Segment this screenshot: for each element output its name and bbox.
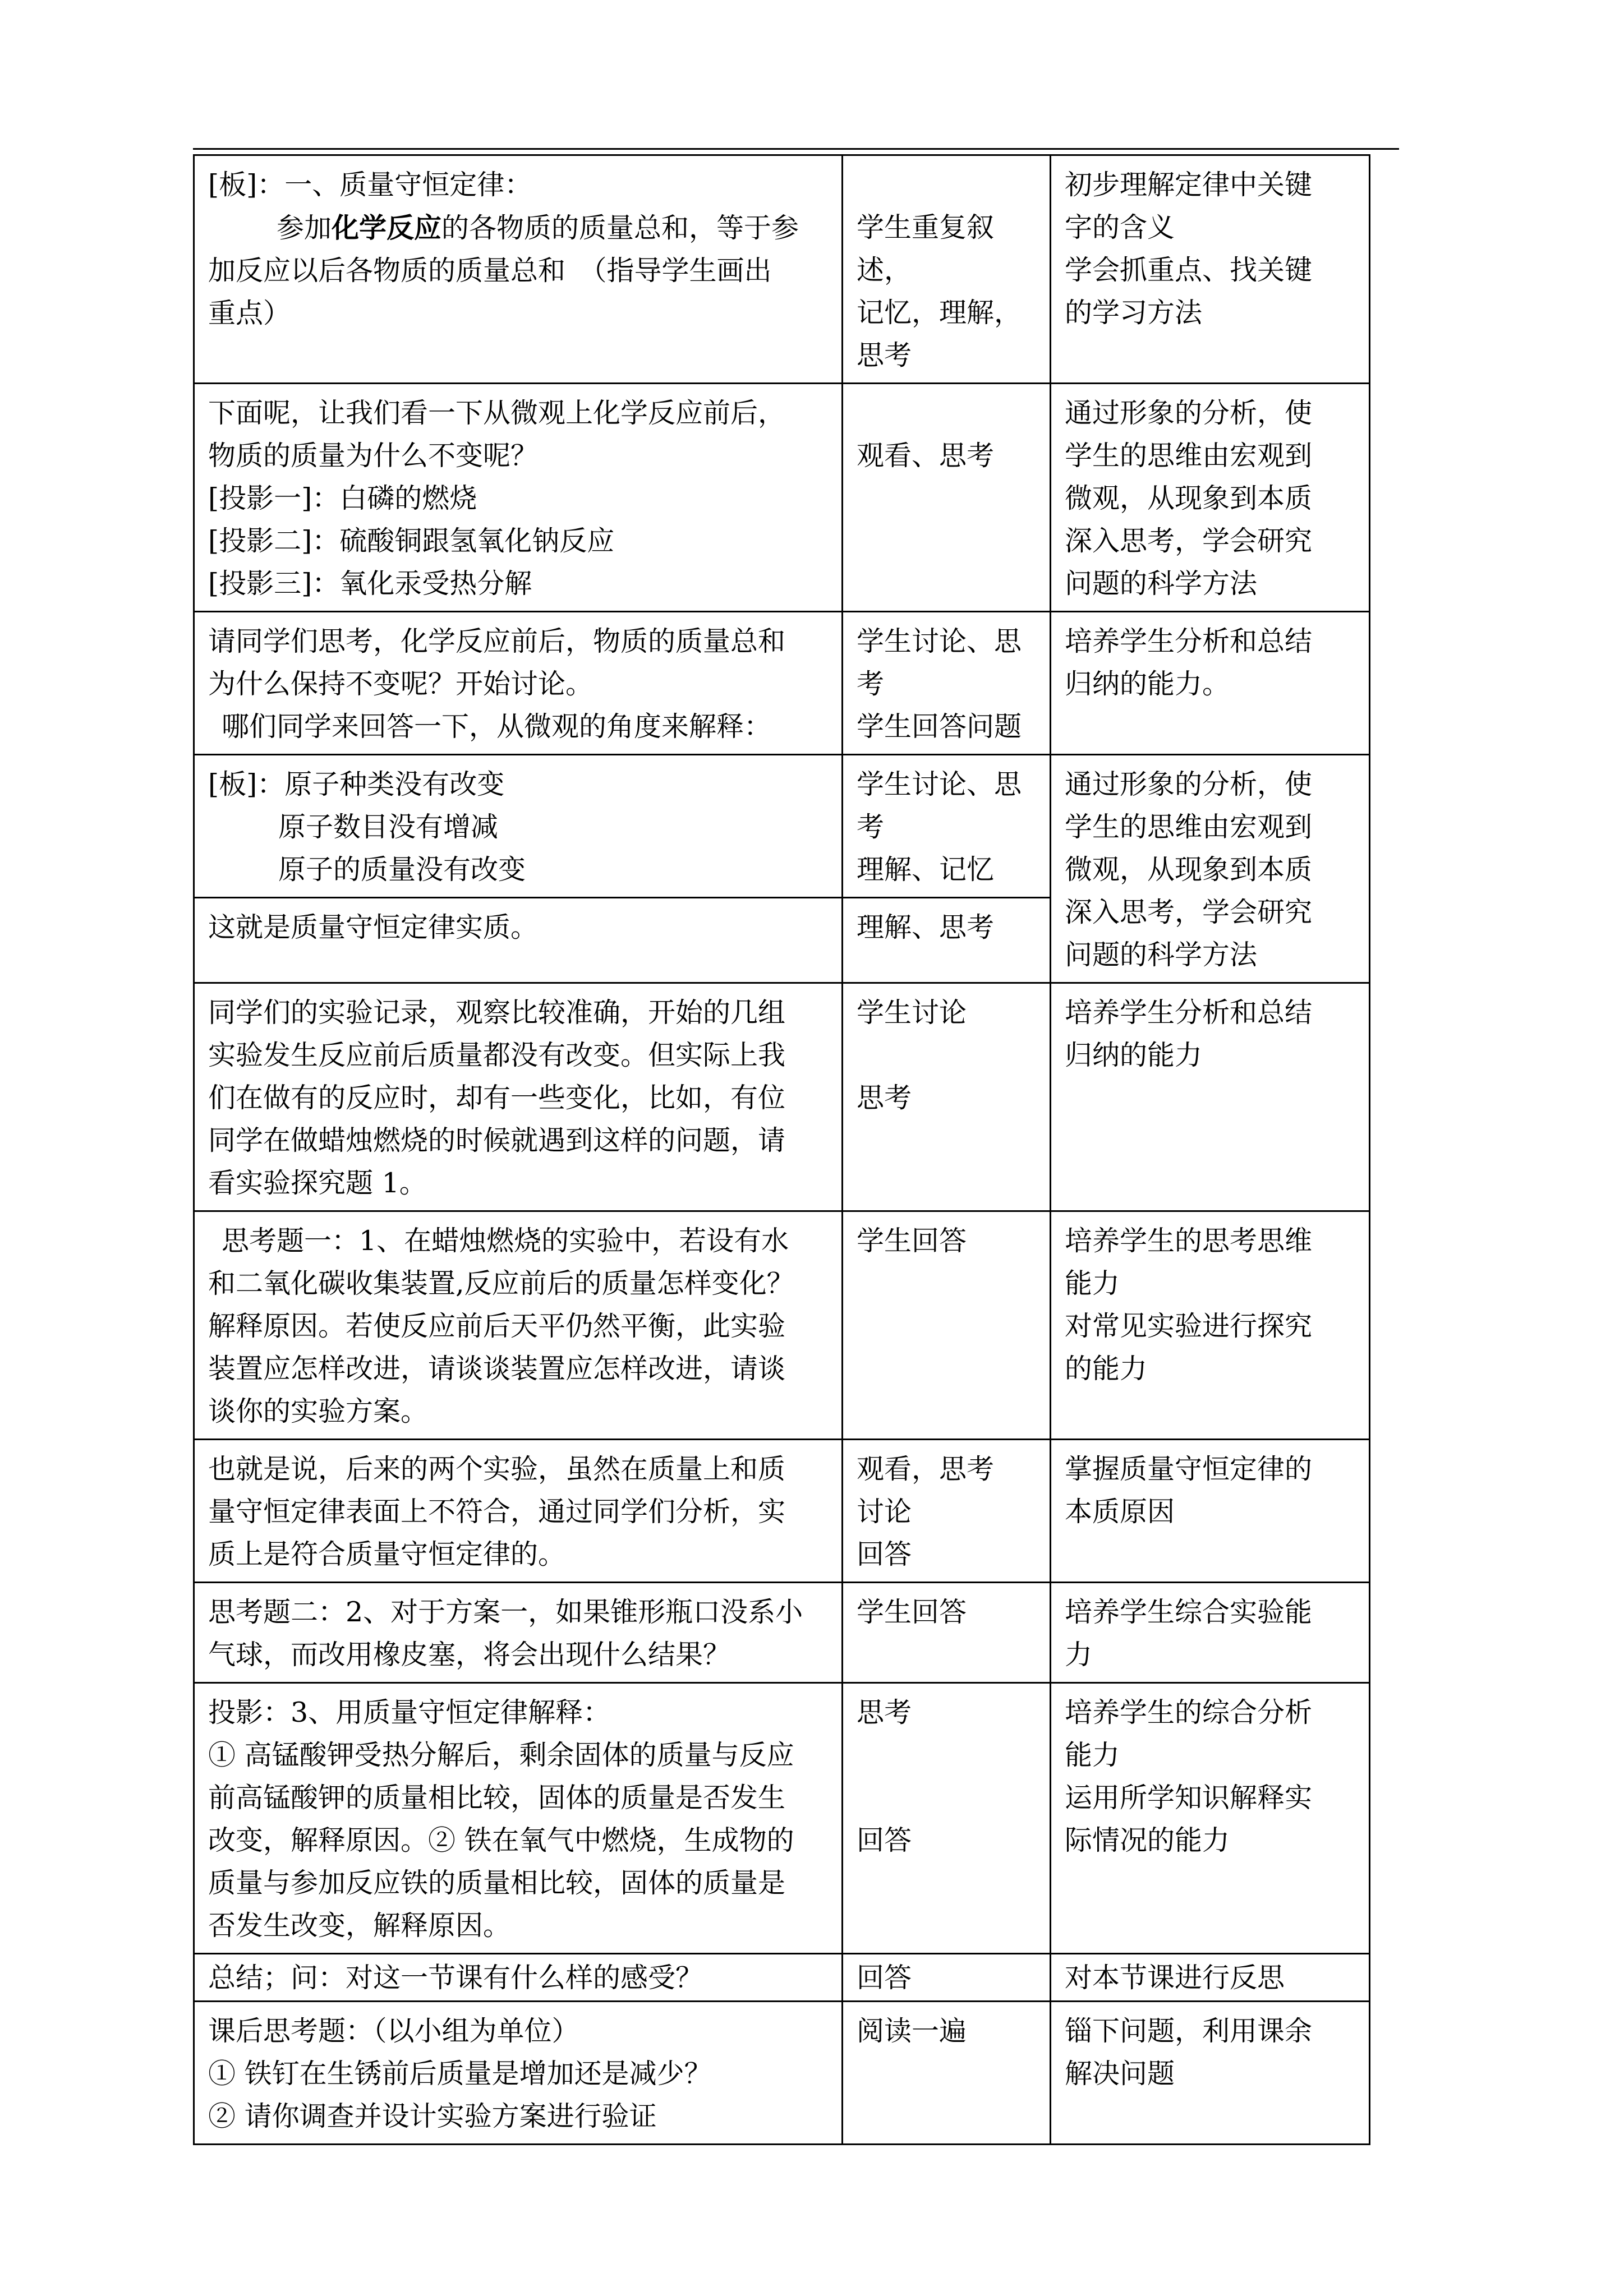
cell-line: 问题的科学方法 [1065, 568, 1258, 600]
cell-line: 量守恒定律表面上不符合，通过同学们分析，实 [208, 1496, 786, 1528]
cell-line: 的学习方法 [1065, 297, 1203, 329]
cell-line: 培养学生分析和总结 [1065, 997, 1313, 1029]
cell-line: 学生重复叙述， [857, 211, 995, 286]
teacher-activity-cell [194, 983, 843, 1211]
cell-line: 回答 [857, 1824, 912, 1856]
cell-line: 思考 [857, 1082, 912, 1114]
table-row [194, 155, 1370, 384]
cell-line: 观看，思考 [857, 1453, 995, 1485]
cell-line: 本质原因 [1065, 1496, 1175, 1528]
cell-line: 下面呢，让我们看一下从微观上化学反应前后， [208, 397, 786, 429]
design-purpose-cell [1051, 1954, 1370, 2002]
cell-line: 总结；问：对这一节课有什么样的感受？ [208, 1962, 703, 1994]
projection-item: [投影三]：氧化汞受热分解 [208, 568, 532, 600]
projection-item: [投影二]：硫酸铜跟氢氧化钠反应 [208, 525, 615, 557]
student-activity-cell [843, 2002, 1051, 2145]
design-purpose-cell [1051, 1211, 1370, 1440]
cell-line: 阅读一遍 [857, 2015, 967, 2047]
cell-line: 解决问题 [1065, 2058, 1175, 2090]
design-purpose-cell [1051, 2002, 1370, 2145]
student-activity-cell [843, 1440, 1051, 1583]
cell-line: 思考题一：1、在蜡烛燃烧的实验中，若设有水 [222, 1225, 789, 1257]
cell-line: 理解、记忆 [857, 854, 995, 886]
table-row [194, 755, 1370, 898]
teacher-activity-cell [194, 898, 843, 983]
cell-line: ② 请你调查并设计实验方案进行验证 [208, 2100, 657, 2132]
cell-line: 深入思考，学会研究 [1065, 525, 1313, 557]
cell-line: 为什么保持不变呢？开始讨论。 [208, 668, 594, 700]
student-activity-cell [843, 1583, 1051, 1683]
cell-line: 培养学生的思考思维 [1065, 1225, 1313, 1257]
projection-item: [投影一]：白磷的燃烧 [208, 482, 477, 514]
cell-line: 和二氧化碳收集装置,反应前后的质量怎样变化？ [208, 1267, 794, 1299]
cell-line: 思考 [857, 339, 912, 371]
cell-line: 回答 [857, 1538, 912, 1570]
cell-line: 质上是符合质量守恒定律的。 [208, 1538, 566, 1570]
design-purpose-cell [1051, 755, 1370, 983]
law-statement-line: 重点） [208, 297, 291, 329]
cell-line: 哪们同学来回答一下，从微观的角度来解释： [222, 711, 772, 743]
student-activity-cell [843, 155, 1051, 384]
cell-line: 问题的科学方法 [1065, 939, 1258, 971]
teacher-activity-cell [194, 2002, 843, 2145]
cell-line: 同学在做蜡烛燃烧的时候就遇到这样的问题，请 [208, 1124, 786, 1156]
cell-line: 学生的思维由宏观到 [1065, 811, 1313, 843]
cell-line: 也就是说，后来的两个实验，虽然在质量上和质 [208, 1453, 786, 1485]
design-purpose-cell [1051, 612, 1370, 755]
table-row [194, 384, 1370, 612]
cell-line: 质量与参加反应铁的质量相比较，固体的质量是 [208, 1867, 786, 1899]
cell-line: 锱下问题，利用课余 [1065, 2015, 1313, 2047]
lesson-plan-table [193, 154, 1370, 2145]
design-purpose-cell [1051, 1583, 1370, 1683]
cell-line: 学生讨论、思 [857, 768, 1022, 800]
design-purpose-cell [1051, 155, 1370, 384]
cell-line: 气球，而改用橡皮塞，将会出现什么结果？ [208, 1639, 731, 1671]
cell-line: 解释原因。若使反应前后天平仍然平衡，此实验 [208, 1310, 786, 1342]
cell-line: 装置应怎样改进，请谈谈装置应怎样改进，请谈 [208, 1353, 786, 1385]
board-point: 原子数目没有增减 [278, 811, 499, 843]
teacher-activity-cell [194, 1954, 843, 2002]
student-activity-cell [843, 898, 1051, 983]
keyword-chemical-reaction: 化学反应 [332, 211, 442, 244]
table-row [194, 1683, 1370, 1954]
cell-line: 能力 [1065, 1267, 1120, 1299]
cell-line: 谈你的实验方案。 [208, 1395, 429, 1427]
student-activity-cell [843, 384, 1051, 612]
student-activity-cell [843, 1683, 1051, 1954]
cell-line: ① 高锰酸钾受热分解后，剩余固体的质量与反应 [208, 1739, 794, 1771]
board-point: 原子的质量没有改变 [278, 854, 526, 886]
cell-line: 思考 [857, 1696, 912, 1728]
cell-line: 记忆，理解， [857, 297, 1022, 329]
cell-line: 运用所学知识解释实 [1065, 1782, 1313, 1814]
teacher-activity-cell [194, 1211, 843, 1440]
cell-line: 学生回答 [857, 1225, 967, 1257]
teacher-activity-cell [194, 755, 843, 898]
cell-line: 通过形象的分析，使 [1065, 397, 1313, 429]
teacher-activity-cell [194, 384, 843, 612]
cell-line: 学生的思维由宏观到 [1065, 440, 1313, 472]
cell-line: 观看、思考 [857, 440, 995, 472]
cell-line: 前高锰酸钾的质量相比较，固体的质量是否发生 [208, 1782, 786, 1814]
cell-line: 回答 [857, 1962, 912, 1994]
cell-line: 思考题二：2、对于方案一，如果锥形瓶口没系小 [208, 1596, 803, 1628]
cell-line: 归纳的能力 [1065, 1039, 1203, 1071]
cell-line: 同学们的实验记录，观察比较准确，开始的几组 [208, 997, 786, 1029]
table-row [194, 1211, 1370, 1440]
cell-line: 请同学们思考，化学反应前后，物质的质量总和 [208, 625, 786, 657]
cell-line: 看实验探究题 1。 [208, 1167, 427, 1199]
law-statement-line: 参加化学反应的各物质的质量总和，等于参 [277, 211, 799, 244]
cell-line: 归纳的能力。 [1065, 668, 1230, 700]
teacher-activity-cell [194, 1583, 843, 1683]
cell-line: 初步理解定律中关键 [1065, 169, 1313, 201]
table-row [194, 2002, 1370, 2145]
student-activity-cell [843, 612, 1051, 755]
cell-line: ① 铁钉在生锈前后质量是增加还是减少？ [208, 2058, 712, 2090]
teacher-activity-cell [194, 1440, 843, 1583]
board-point: [板]：原子种类没有改变 [208, 768, 505, 800]
cell-line: 掌握质量守恒定律的 [1065, 1453, 1313, 1485]
cell-line: 否发生改变，解释原因。 [208, 1910, 511, 1942]
cell-line: 学生讨论、思 [857, 625, 1022, 657]
cell-line: 改变，解释原因。② 铁在氧气中燃烧，生成物的 [208, 1824, 794, 1856]
board-heading: [板]：一、质量守恒定律： [208, 169, 532, 201]
table-row [194, 612, 1370, 755]
student-activity-cell [843, 1211, 1051, 1440]
cell-line: 力 [1065, 1639, 1093, 1671]
cell-line: 通过形象的分析，使 [1065, 768, 1313, 800]
cell-line: 学生讨论 [857, 997, 967, 1029]
cell-line: 投影：3、用质量守恒定律解释： [208, 1696, 611, 1728]
cell-line: 字的含义 [1065, 211, 1175, 243]
cell-line: 际情况的能力 [1065, 1824, 1230, 1856]
table-row [194, 1954, 1370, 2002]
student-activity-cell [843, 1954, 1051, 2002]
cell-line: 培养学生的综合分析 [1065, 1696, 1313, 1728]
table-row [194, 983, 1370, 1211]
cell-line: 培养学生综合实验能 [1065, 1596, 1313, 1628]
cell-line: 理解、思考 [857, 911, 995, 943]
law-statement-line: 加反应以后各物质的质量总和 （指导学生画出 [208, 255, 772, 287]
cell-line: 微观，从现象到本质 [1065, 854, 1313, 886]
teacher-activity-cell [194, 1683, 843, 1954]
cell-line: 讨论 [857, 1496, 912, 1528]
cell-line: 对常见实验进行探究 [1065, 1310, 1313, 1342]
cell-line: 物质的质量为什么不变呢？ [208, 440, 539, 472]
cell-line: 学会抓重点、找关键 [1065, 254, 1313, 286]
cell-line: 课后思考题：（以小组为单位） [208, 2015, 579, 2047]
cell-line: 的能力 [1065, 1353, 1148, 1385]
cell-line: 考 [857, 811, 885, 843]
design-purpose-cell [1051, 1440, 1370, 1583]
teacher-activity-cell [194, 612, 843, 755]
cell-line: 学生回答 [857, 1596, 967, 1628]
cell-line: 微观，从现象到本质 [1065, 482, 1313, 514]
design-purpose-cell [1051, 1683, 1370, 1954]
table-row [194, 1440, 1370, 1583]
cell-line: 实验发生反应前后质量都没有改变。但实际上我 [208, 1039, 786, 1071]
cell-line: 考 [857, 668, 885, 700]
design-purpose-cell [1051, 983, 1370, 1211]
student-activity-cell [843, 755, 1051, 898]
student-activity-cell [843, 983, 1051, 1211]
cell-line: 这就是质量守恒定律实质。 [208, 911, 539, 943]
cell-line: 培养学生分析和总结 [1065, 625, 1313, 657]
table-row [194, 1583, 1370, 1683]
cell-line: 能力 [1065, 1739, 1120, 1771]
cell-line: 对本节课进行反思 [1065, 1962, 1285, 1994]
design-purpose-cell [1051, 384, 1370, 612]
cell-line: 学生回答问题 [857, 711, 1022, 743]
cell-line: 深入思考，学会研究 [1065, 896, 1313, 928]
cell-line: 们在做有的反应时，却有一些变化，比如，有位 [208, 1082, 786, 1114]
teacher-activity-cell [194, 155, 843, 384]
header-rule [193, 148, 1399, 150]
